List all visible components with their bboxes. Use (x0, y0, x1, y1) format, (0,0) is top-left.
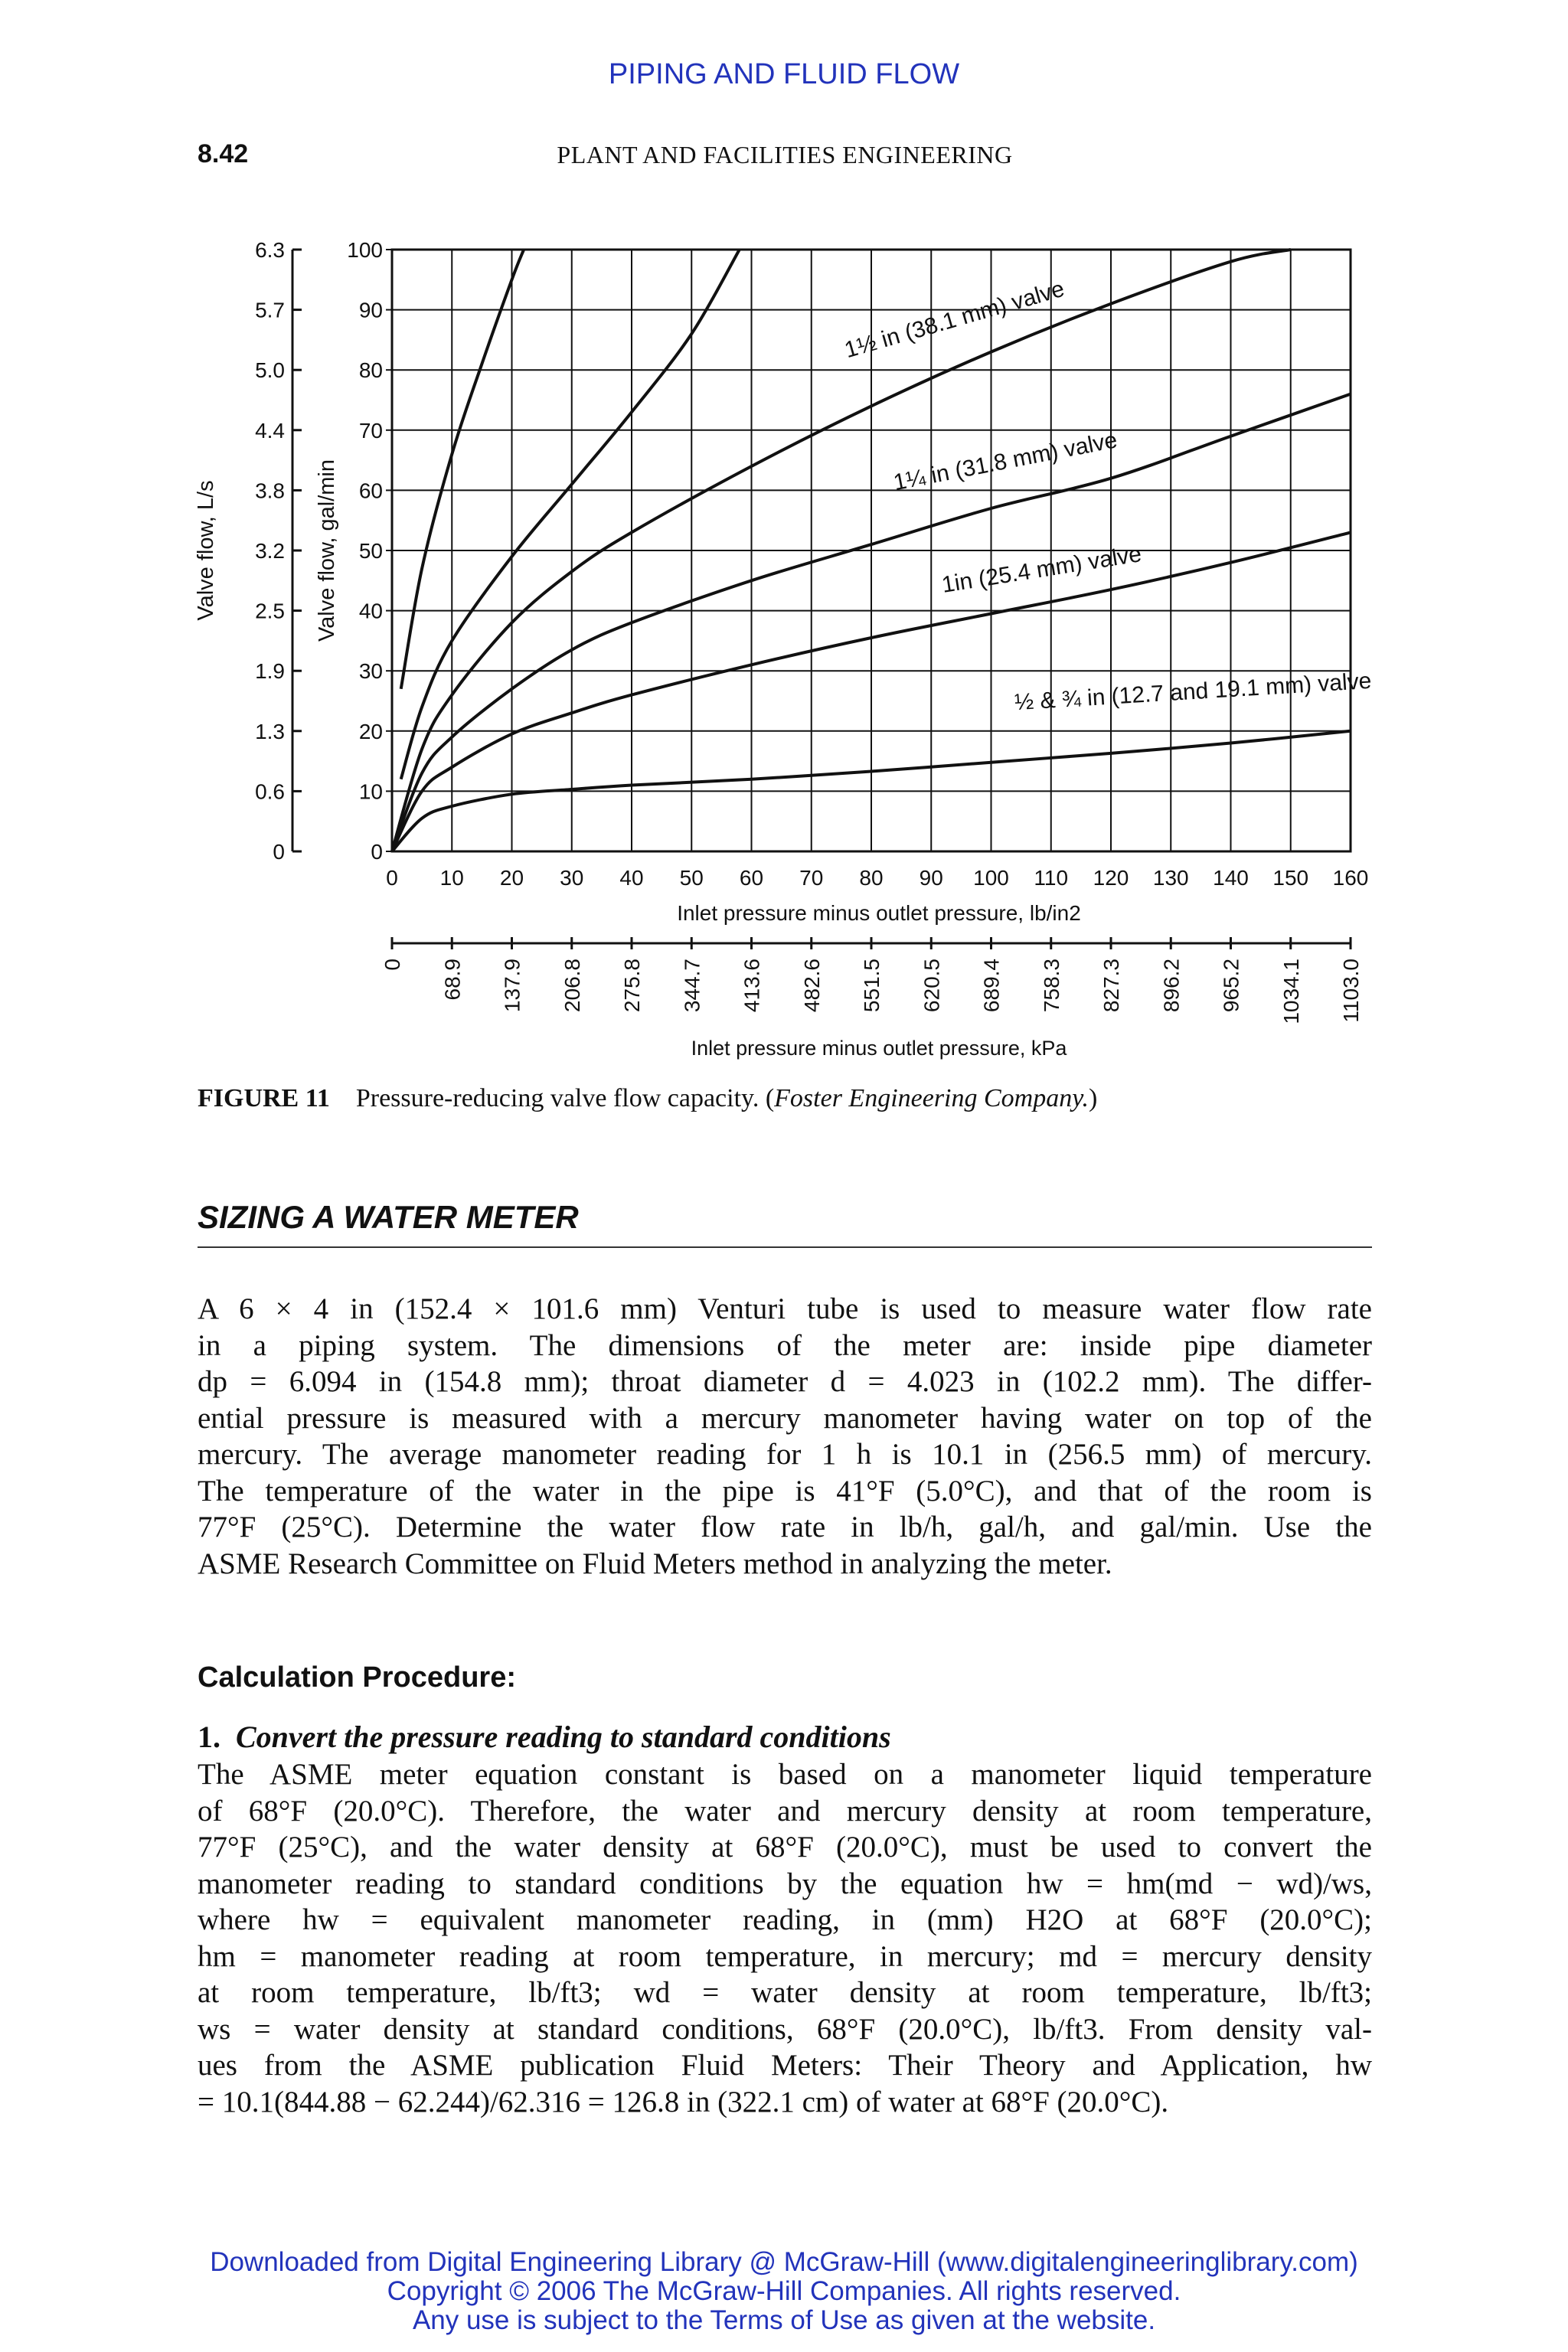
figure-caption-close: ) (1088, 1084, 1098, 1112)
x-tick-label-psi: 100 (973, 866, 1009, 890)
step-line: manometer reading to standard conditions by the equation hw = hm(md − wd)/ws, (198, 1867, 1372, 1900)
x-axis-title-kpa: Inlet pressure minus outlet pressure, kPa (691, 1037, 1067, 1060)
figure-label: FIGURE 11 (198, 1084, 330, 1112)
x-tick-label-kpa: 965.2 (1219, 959, 1243, 1013)
y-tick-label-ls: 3.8 (255, 479, 285, 503)
page-number: 8.42 (198, 139, 249, 168)
problem-line: mercury. The average manometer reading for 1 h is 10.1 in (256.5 mm) of mercury. (198, 1438, 1372, 1471)
step-line: ues from the ASME publication Fluid Meters: Their Theory and Application, hw (198, 2049, 1372, 2082)
x-tick-label-kpa: 1034.1 (1279, 959, 1303, 1024)
step-line: hm = manometer reading at room temperature, in mercury; md = mercury density (198, 1939, 1372, 1973)
y-axis-title-galmin: Valve flow, gal/min (315, 459, 339, 642)
x-tick-label-kpa: 689.4 (979, 959, 1004, 1013)
step-line: 77°F (25°C), and the water density at 68°F (20.0°C), must be used to convert the (198, 1831, 1372, 1864)
x-tick-label-psi: 80 (859, 866, 884, 890)
y-tick-label-galmin: 50 (358, 539, 383, 563)
x-tick-label-psi: 120 (1093, 866, 1129, 890)
figure-caption (198, 1084, 1097, 1113)
y-tick-label-galmin: 90 (358, 298, 383, 322)
x-tick-label-kpa: 413.6 (740, 959, 764, 1013)
x-tick-label-psi: 50 (679, 866, 704, 890)
y-tick-label-ls: 0 (273, 840, 285, 864)
problem-line: A 6 × 4 in (152.4 × 101.6 mm) Venturi tube is used to measure water flow rate (198, 1292, 1372, 1325)
footer (0, 2248, 1568, 2335)
problem-line: 77°F (25°C). Determine the water flow rate in lb/h, gal/h, and gal/min. Use the (198, 1511, 1372, 1544)
footer-terms: Any use is subject to the Terms of Use as given at the website. (412, 2305, 1156, 2335)
x-tick-label-kpa: 1103.0 (1339, 959, 1363, 1023)
step-line: at room temperature, lb/ft3; wd = water density at room temperature, lb/ft3; (198, 1976, 1372, 2009)
calc-heading: Calculation Procedure: (198, 1661, 516, 1694)
x-tick-label-psi: 10 (439, 866, 464, 890)
x-tick-label-psi: 0 (386, 866, 398, 890)
x-tick-label-kpa: 482.6 (799, 959, 824, 1013)
valve-flow-chart (184, 222, 1386, 1087)
x-tick-label-psi: 30 (560, 866, 584, 890)
problem-line: dp = 6.094 in (154.8 mm); throat diameter d = 4.023 in (102.2 mm). The differ- (198, 1365, 1372, 1398)
y-tick-label-galmin: 10 (358, 779, 383, 804)
step-1-body (198, 1756, 1372, 2120)
series-label-2: 1in (25.4 mm) valve (939, 541, 1144, 598)
problem-line: ential pressure is measured with a mercury manometer having water on top of the (198, 1401, 1372, 1435)
x-tick-label-kpa: 551.5 (860, 959, 884, 1013)
y-tick-label-ls: 6.3 (255, 238, 285, 262)
problem-statement (198, 1291, 1372, 1582)
step-line: ws = water density at standard conditions, 68°F (20.0°C), lb/ft3. From density val- (198, 2012, 1372, 2046)
step-line: where hw = equivalent manometer reading, in (mm) H2O at 68°F (20.0°C); (198, 1903, 1372, 1936)
y-tick-label-galmin: 100 (347, 238, 383, 262)
running-header: PIPING AND FLUID FLOW (608, 58, 960, 90)
step-number: 1. (198, 1720, 220, 1754)
x-tick-label-kpa: 0 (381, 959, 404, 971)
y-tick-label-ls: 4.4 (255, 418, 285, 443)
y-tick-label-ls: 1.3 (255, 719, 285, 743)
y-tick-label-ls: 0.6 (255, 779, 285, 804)
x-tick-label-psi: 140 (1213, 866, 1249, 890)
x-tick-label-psi: 150 (1272, 866, 1309, 890)
y-tick-label-ls: 2.5 (255, 599, 285, 623)
y-tick-label-galmin: 60 (358, 479, 383, 503)
y-tick-label-ls: 5.0 (255, 358, 285, 383)
series-label-4: 1½ in (38.1 mm) valve (841, 276, 1067, 364)
x-tick-label-kpa: 896.2 (1159, 959, 1184, 1013)
x-tick-label-kpa: 620.5 (920, 959, 944, 1013)
section-title: SIZING A WATER METER (198, 1199, 579, 1235)
step-line: The ASME meter equation constant is based on a manometer liquid temperature (198, 1758, 1372, 1791)
book-title: PLANT AND FACILITIES ENGINEERING (557, 141, 1013, 168)
x-tick-label-psi: 20 (499, 866, 524, 890)
x-tick-label-psi: 60 (739, 866, 764, 890)
x-tick-label-kpa: 758.3 (1039, 959, 1063, 1013)
y-tick-label-galmin: 0 (371, 840, 383, 864)
figure-source: Foster Engineering Company. (774, 1084, 1089, 1112)
y-tick-label-galmin: 20 (358, 719, 383, 743)
x-tick-label-kpa: 344.7 (680, 959, 704, 1013)
x-tick-label-psi: 130 (1152, 866, 1189, 890)
step-1-heading (198, 1719, 891, 1755)
x-tick-label-psi: 160 (1332, 866, 1369, 890)
y-tick-label-ls: 5.7 (255, 298, 285, 322)
page-header (198, 139, 1372, 178)
x-tick-label-psi: 70 (799, 866, 824, 890)
y-tick-label-ls: 3.2 (255, 539, 285, 563)
step-title: Convert the pressure reading to standard conditions (236, 1720, 891, 1754)
x-tick-label-psi: 90 (919, 866, 943, 890)
figure-caption-text: Pressure-reducing valve flow capacity. ( (355, 1084, 775, 1112)
x-axis-title-psi: Inlet pressure minus outlet pressure, lb/in2 (677, 901, 1081, 925)
y-axis-title-ls: Valve flow, L/s (194, 480, 218, 621)
problem-line: The temperature of the water in the pipe is 41°F (5.0°C), and that of the room is (198, 1474, 1372, 1508)
x-tick-label-kpa: 827.3 (1099, 959, 1123, 1013)
y-tick-label-galmin: 80 (358, 358, 383, 383)
series-label-1: ½ & ¾ in (12.7 and 19.1 mm) valve (1014, 668, 1373, 716)
step-line: = 10.1(844.88 − 62.244)/62.316 = 126.8 in (322.1 cm) of water at 68°F (20.0°C). (198, 2085, 1169, 2118)
problem-line: in a piping system. The dimensions of the meter are: inside pipe diameter (198, 1328, 1372, 1362)
section-rule (198, 1246, 1372, 1248)
step-line: of 68°F (20.0°C). Therefore, the water and mercury density at room temperature, (198, 1794, 1372, 1828)
footer-download-link[interactable]: Downloaded from Digital Engineering Library @ McGraw-Hill (www.digitalengineeringlibrary.com) (210, 2247, 1358, 2277)
y-tick-label-galmin: 70 (358, 418, 383, 443)
y-tick-label-galmin: 40 (358, 599, 383, 623)
x-tick-label-psi: 110 (1034, 866, 1069, 890)
x-tick-label-kpa: 206.8 (560, 959, 584, 1013)
footer-copyright: Copyright © 2006 The McGraw-Hill Companies. All rights reserved. (387, 2276, 1181, 2306)
y-tick-label-galmin: 30 (358, 659, 383, 684)
x-tick-label-kpa: 68.9 (440, 959, 465, 1001)
series-label-3: 1¼ in (31.8 mm) valve (891, 427, 1119, 496)
x-tick-label-kpa: 275.8 (620, 959, 644, 1013)
y-tick-label-ls: 1.9 (255, 659, 285, 684)
x-tick-label-psi: 40 (619, 866, 644, 890)
x-tick-label-kpa: 137.9 (500, 959, 524, 1013)
problem-line: ASME Research Committee on Fluid Meters method in analyzing the meter. (198, 1547, 1112, 1580)
